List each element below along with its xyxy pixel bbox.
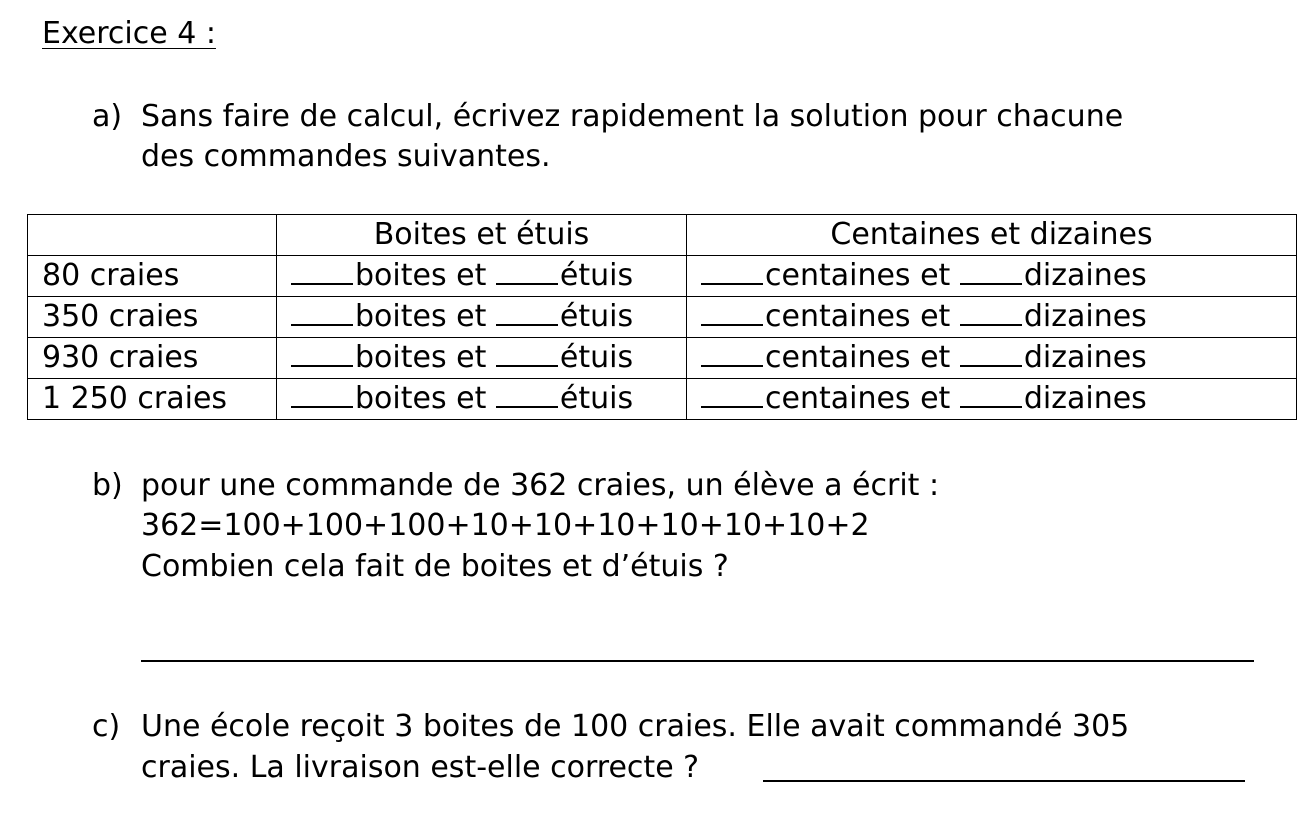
word-boites: boites et [355, 299, 487, 334]
part-c-answer-line[interactable] [763, 780, 1245, 782]
blank-field[interactable] [291, 339, 353, 367]
blank-field[interactable] [291, 298, 353, 326]
word-centaines: centaines et [765, 299, 951, 334]
table-row [28, 297, 1297, 338]
centaines-dizaines-cell[interactable] [687, 256, 1297, 297]
centaines-dizaines-cell[interactable] [687, 338, 1297, 379]
part-c-line-1: Une école reçoit 3 boites de 100 craies. Elle avait commandé 305 [141, 709, 1130, 744]
boites-etuis-cell[interactable] [277, 338, 687, 379]
word-dizaines: dizaines [1023, 340, 1147, 375]
blank-field[interactable] [496, 298, 558, 326]
header-boites-etuis: Boites et étuis [277, 215, 687, 256]
blank-field[interactable] [496, 257, 558, 285]
word-centaines: centaines et [765, 381, 951, 416]
table-row [28, 338, 1297, 379]
word-centaines: centaines et [765, 340, 951, 375]
centaines-dizaines-cell[interactable] [687, 379, 1297, 420]
part-c-letter: c) [92, 709, 121, 744]
table-row [28, 256, 1297, 297]
word-boites: boites et [355, 340, 487, 375]
part-a-line-2: des commandes suivantes. [141, 139, 551, 174]
table-header-row [28, 215, 1297, 256]
word-dizaines: dizaines [1023, 381, 1147, 416]
blank-field[interactable] [701, 339, 763, 367]
row-label: 1 250 craies [28, 379, 277, 420]
part-c-line-2: craies. La livraison est-elle correcte ? [141, 750, 700, 785]
blank-field[interactable] [496, 339, 558, 367]
part-b-answer-line[interactable] [141, 660, 1254, 662]
blank-field[interactable] [291, 257, 353, 285]
part-b-line-1: pour une commande de 362 craies, un élève a écrit : [141, 468, 940, 503]
word-dizaines: dizaines [1023, 258, 1147, 293]
boites-etuis-cell[interactable] [277, 379, 687, 420]
part-b-letter: b) [92, 468, 123, 503]
part-b-line-2: 362=100+100+100+10+10+10+10+10+10+2 [141, 508, 870, 543]
blank-field[interactable] [960, 380, 1022, 408]
part-b-line-3: Combien cela fait de boites et d’étuis ? [141, 549, 729, 584]
blank-field[interactable] [701, 257, 763, 285]
row-label: 350 craies [28, 297, 277, 338]
boites-etuis-cell[interactable] [277, 256, 687, 297]
word-etuis: étuis [559, 381, 634, 416]
answer-table [27, 214, 1297, 420]
row-label: 930 craies [28, 338, 277, 379]
blank-field[interactable] [960, 257, 1022, 285]
word-boites: boites et [355, 258, 487, 293]
centaines-dizaines-cell[interactable] [687, 297, 1297, 338]
exercise-title: Exercice 4 : [42, 16, 216, 51]
part-a-letter: a) [92, 99, 123, 134]
word-dizaines: dizaines [1023, 299, 1147, 334]
part-a-line-1: Sans faire de calcul, écrivez rapidement la solution pour chacune [141, 99, 1124, 134]
table-row [28, 379, 1297, 420]
header-centaines-dizaines: Centaines et dizaines [687, 215, 1297, 256]
blank-field[interactable] [701, 298, 763, 326]
word-centaines: centaines et [765, 258, 951, 293]
blank-field[interactable] [496, 380, 558, 408]
blank-field[interactable] [701, 380, 763, 408]
row-label: 80 craies [28, 256, 277, 297]
word-etuis: étuis [559, 299, 634, 334]
word-boites: boites et [355, 381, 487, 416]
blank-field[interactable] [960, 339, 1022, 367]
word-etuis: étuis [559, 340, 634, 375]
blank-field[interactable] [291, 380, 353, 408]
header-cell-empty [28, 215, 277, 256]
boites-etuis-cell[interactable] [277, 297, 687, 338]
word-etuis: étuis [559, 258, 634, 293]
blank-field[interactable] [960, 298, 1022, 326]
